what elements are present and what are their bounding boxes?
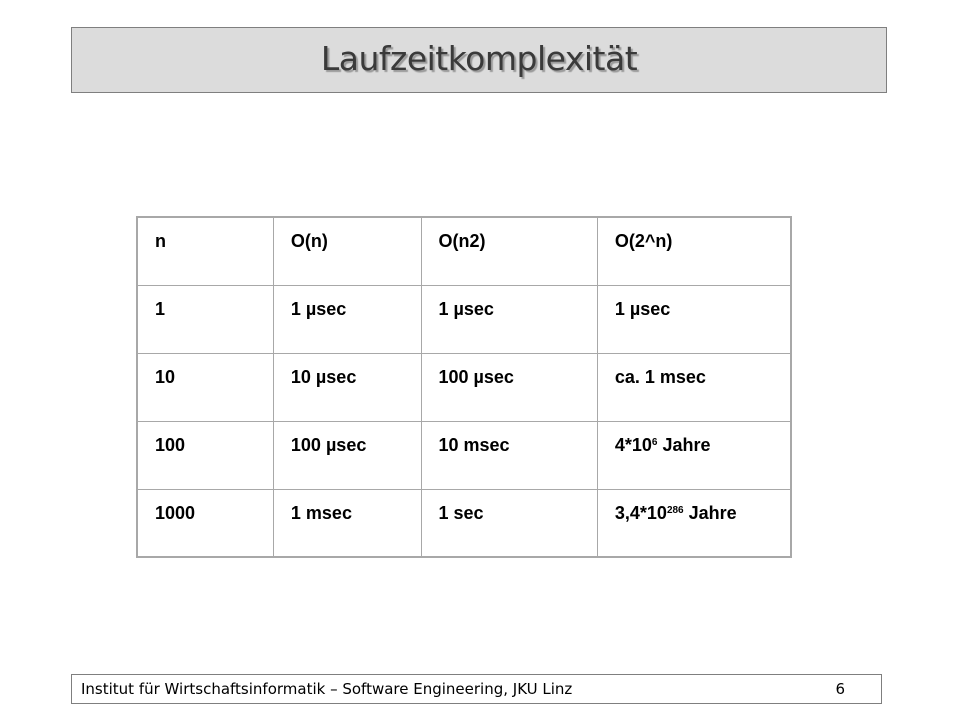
- footer-institute: Institut für Wirtschaftsinformatik – Software Engineering, JKU Linz: [81, 680, 573, 698]
- cell-n: 1000: [137, 489, 273, 557]
- cell-on: 1 msec: [273, 489, 421, 557]
- slide-title-box: [71, 27, 887, 93]
- cell-on: 100 µsec: [273, 421, 421, 489]
- cell-n: 10: [137, 353, 273, 421]
- cell-o2n-exponent: 286: [666, 504, 684, 516]
- table-header-row: [137, 217, 791, 285]
- table-row: [137, 285, 791, 353]
- cell-o2n: [597, 421, 791, 489]
- cell-on: 10 µsec: [273, 353, 421, 421]
- table-row: [137, 353, 791, 421]
- cell-o2n-base: 4*10: [614, 434, 652, 455]
- cell-o2n-base: 3,4*10: [614, 502, 667, 523]
- cell-o2n: [597, 489, 791, 557]
- header-cell-on2: O(n2): [421, 217, 597, 285]
- slide-footer: [71, 674, 882, 704]
- cell-n: 1: [137, 285, 273, 353]
- slide-title: Laufzeitkomplexität: [320, 38, 638, 78]
- cell-o2n-exponent: 6: [651, 436, 658, 448]
- cell-on: 1 µsec: [273, 285, 421, 353]
- header-cell-o2n: O(2^n): [597, 217, 791, 285]
- table-row: [137, 489, 791, 557]
- complexity-table: [136, 216, 792, 558]
- cell-on2: 100 µsec: [421, 353, 597, 421]
- cell-on2: 1 sec: [421, 489, 597, 557]
- footer-page-number: 6: [835, 680, 845, 698]
- cell-o2n: ca. 1 msec: [597, 353, 791, 421]
- cell-o2n-unit: Jahre: [683, 502, 737, 523]
- cell-on2: 1 µsec: [421, 285, 597, 353]
- cell-n: 100: [137, 421, 273, 489]
- header-cell-n: n: [137, 217, 273, 285]
- header-cell-on: O(n): [273, 217, 421, 285]
- table-row: [137, 421, 791, 489]
- cell-o2n: 1 µsec: [597, 285, 791, 353]
- cell-on2: 10 msec: [421, 421, 597, 489]
- cell-o2n-unit: Jahre: [657, 434, 711, 455]
